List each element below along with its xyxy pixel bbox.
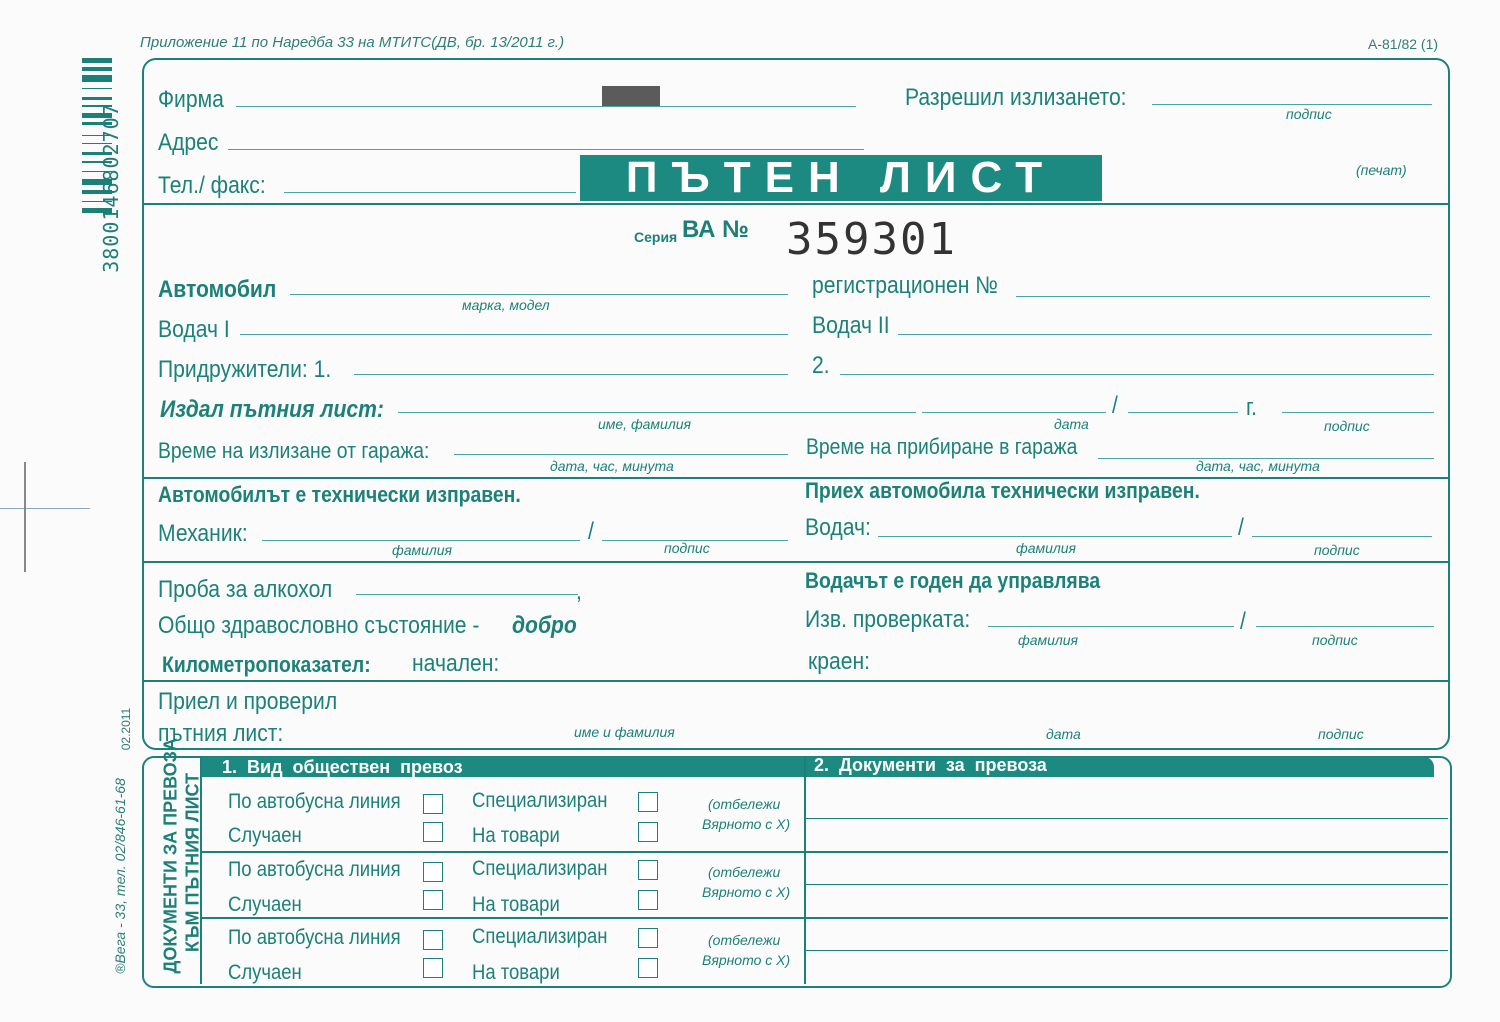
avtomobil-line[interactable]	[290, 294, 788, 295]
doc-row-line	[806, 950, 1448, 951]
vodach-label: Водач:	[805, 514, 871, 541]
row1-spec-checkbox[interactable]	[638, 792, 658, 812]
row2-mark2: Вярното с X)	[702, 884, 791, 900]
issued-date-line[interactable]	[922, 412, 1106, 413]
row1-mark1: (отбележи	[708, 796, 781, 812]
tel-line[interactable]	[284, 192, 576, 193]
pribirane-hint: дата, час, минута	[1196, 458, 1320, 474]
tel-label: Тел./ факс:	[158, 172, 266, 199]
divider	[142, 561, 1448, 563]
row3-stoki: На товари	[472, 961, 560, 984]
row3-spec-checkbox[interactable]	[638, 928, 658, 948]
sec2-title: 2. Документи за превоза	[814, 755, 1047, 775]
issued-name-line[interactable]	[398, 412, 916, 413]
row3-spec: Специализиран	[472, 925, 608, 948]
row1-bus-checkbox[interactable]	[423, 794, 443, 814]
printer-date: 02.2011	[119, 707, 133, 751]
vodach-sign-line[interactable]	[1252, 536, 1432, 537]
adres-label: Адрес	[158, 129, 219, 156]
issued-name-hint: име, фамилия	[598, 416, 691, 432]
check-podpis-hint: подпис	[1312, 632, 1358, 648]
issued-date-hint: дата	[1054, 416, 1089, 432]
mehanik-podpis-hint: подпис	[664, 540, 710, 556]
divider	[142, 203, 1448, 205]
mehanik-slash: /	[588, 518, 594, 545]
vodach-slash: /	[1238, 514, 1244, 541]
mehanik-familia-hint: фамилия	[392, 542, 453, 558]
row2-stoki: На товари	[472, 893, 560, 916]
received-podpis-hint: подпис	[1318, 726, 1364, 742]
pridr1-line[interactable]	[354, 374, 788, 375]
vodach1-label: Водач I	[158, 316, 230, 343]
alcohol-line[interactable]	[356, 594, 578, 595]
doc-row-line	[806, 818, 1448, 819]
side-label	[144, 738, 203, 982]
check-slash: /	[1240, 608, 1246, 635]
series-code: ВА №	[682, 216, 749, 243]
razreshil-label: Разрешил излизането:	[905, 84, 1127, 111]
vodach1-line[interactable]	[240, 334, 788, 335]
km-end-label: краен:	[808, 648, 871, 675]
avtomobil-label: Автомобил	[158, 276, 277, 303]
divider	[200, 851, 1448, 853]
seria-label: Серия	[634, 229, 678, 245]
barcode	[80, 58, 140, 320]
check-label: Изв. проверката:	[805, 606, 971, 633]
km-start-label: началeн:	[412, 650, 500, 677]
row1-sluchaen-checkbox[interactable]	[423, 822, 443, 842]
firma-stamp-mark	[602, 86, 660, 106]
firma-label: Фирма	[158, 86, 224, 113]
reg-label: регистрационен №	[812, 272, 998, 299]
row2-sluchaen-checkbox[interactable]	[423, 890, 443, 910]
health-dobro: добро	[512, 612, 577, 639]
row3-sluchaen-checkbox[interactable]	[423, 958, 443, 978]
staple-mark	[24, 462, 32, 572]
reg-line[interactable]	[1016, 296, 1430, 297]
divider	[142, 477, 1448, 479]
firma-line[interactable]	[236, 106, 856, 107]
row1-bus: По автобусна линия	[228, 790, 401, 813]
row2-bus-checkbox[interactable]	[423, 862, 443, 882]
form-code: А-81/82 (1)	[1368, 36, 1439, 52]
health-label: Общо здравословно състояние -	[158, 612, 480, 639]
row1-sluchaen: Случаен	[228, 824, 302, 847]
issued-g: г.	[1246, 394, 1257, 421]
row1-stoki: На товари	[472, 824, 560, 847]
divider	[142, 680, 1448, 682]
row2-sluchaen: Случаен	[228, 893, 302, 916]
row3-stoki-checkbox[interactable]	[638, 958, 658, 978]
vodach2-line[interactable]	[898, 334, 1432, 335]
mehanik-name-line[interactable]	[262, 540, 580, 541]
izlizane-label: Време на излизане от гаража:	[158, 438, 430, 463]
row2-bus: По автобусна линия	[228, 858, 401, 881]
row3-bus: По автобусна линия	[228, 926, 401, 949]
divider	[200, 917, 1448, 919]
vodach-podpis-hint: подпис	[1314, 542, 1360, 558]
side-edge-line	[0, 508, 90, 509]
check-sign-line[interactable]	[1256, 626, 1434, 627]
razreshil-line[interactable]	[1152, 104, 1432, 105]
row2-stoki-checkbox[interactable]	[638, 890, 658, 910]
serial-number: 359301	[786, 214, 957, 265]
row1-stoki-checkbox[interactable]	[638, 822, 658, 842]
received-ime-hint: име и фамилия	[574, 724, 675, 740]
tech-left-title: Автомобилът е технически изправен.	[158, 482, 521, 507]
check-name-line[interactable]	[988, 626, 1234, 627]
doc-row-line	[806, 884, 1448, 885]
sec1-title: 1. Вид обществен превоз	[222, 757, 463, 777]
row2-mark1: (отбележи	[708, 864, 781, 880]
podpis-hint: подпис	[1286, 106, 1332, 122]
issued-year-line[interactable]	[1128, 412, 1238, 413]
row3-bus-checkbox[interactable]	[423, 930, 443, 950]
izlizane-line[interactable]	[454, 454, 788, 455]
izlizane-hint: дата, час, минута	[550, 458, 674, 474]
row3-sluchaen: Случаен	[228, 961, 302, 984]
pridr2-label: 2.	[812, 352, 830, 379]
regulation-note: Приложение 11 по Наредба 33 на МТИТС(ДВ, бр. 13/2011 г.)	[140, 34, 565, 51]
printer-vega: ®Вега - 33, тел. 02/846-61-68	[112, 778, 128, 974]
pechat-hint: (печат)	[1356, 162, 1407, 178]
received-line2: пътния лист:	[158, 720, 284, 747]
vodach-familia-hint: фамилия	[1016, 540, 1077, 556]
received-data-hint: дата	[1046, 726, 1081, 742]
fit-label: Водачът е годен да управлява	[805, 568, 1101, 593]
km-label: Километропоказател:	[162, 652, 371, 677]
adres-line[interactable]	[228, 149, 864, 150]
side-label-line1: ДОКУМЕНТИ ЗА ПРЕВОЗА	[160, 738, 181, 974]
received-line1: Приел и проверил	[158, 688, 338, 715]
issued-slash: /	[1112, 392, 1118, 419]
issued-label: Издал пътния лист:	[160, 396, 384, 423]
issued-sign-line[interactable]	[1282, 412, 1434, 413]
mehanik-label: Механик:	[158, 520, 248, 547]
row2-spec-checkbox[interactable]	[638, 860, 658, 880]
barcode-digits: 3800146802707	[99, 103, 123, 273]
vodach2-label: Водач II	[812, 312, 890, 339]
row1-spec: Специализиран	[472, 789, 608, 812]
pribirane-label: Време на прибиране в гаража	[806, 434, 1078, 459]
vodach-name-line[interactable]	[878, 536, 1232, 537]
row3-mark2: Вярното с X)	[702, 952, 791, 968]
marka-hint: марка, модел	[462, 297, 550, 313]
row1-mark2: Вярното с X)	[702, 816, 791, 832]
alcohol-label: Проба за алкохол	[158, 576, 333, 603]
check-familia-hint: фамилия	[1018, 632, 1079, 648]
document-title: ПЪТЕН ЛИСТ	[580, 155, 1102, 201]
issued-sign-hint: подпис	[1324, 418, 1370, 434]
side-label-line2: КЪМ ПЪТНИЯ ЛИСТ	[182, 772, 203, 953]
tech-right-title: Приех автомобила технически изправен.	[805, 478, 1200, 503]
row3-mark1: (отбележи	[708, 932, 781, 948]
alcohol-comma: ,	[576, 578, 582, 605]
pridr2-line[interactable]	[840, 374, 1434, 375]
row2-spec: Специализиран	[472, 857, 608, 880]
pridr-label: Придружители: 1.	[158, 356, 332, 383]
